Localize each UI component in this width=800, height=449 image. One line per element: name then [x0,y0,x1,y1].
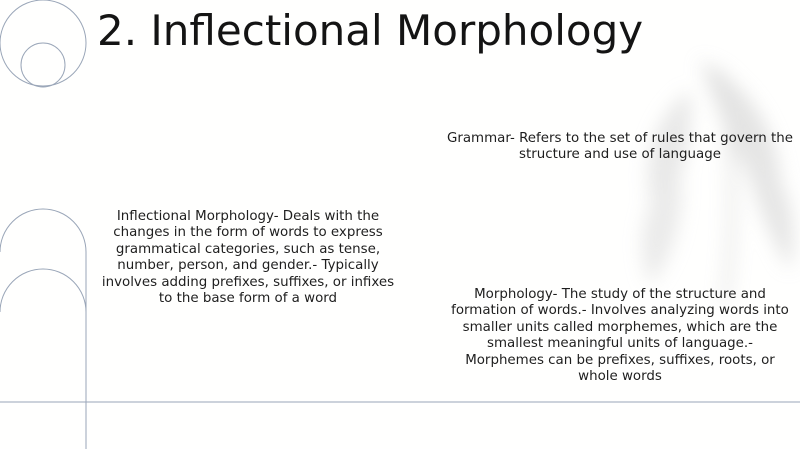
arch-ornament [0,209,86,402]
guide-lines [0,402,800,449]
slide-title: 2. Inflectional Morphology [97,6,644,55]
grammar-text-block: Grammar- Refers to the set of rules that govern the structure and use of language [446,131,794,163]
morphology-text-block: Morphology- The study of the structure and formation of words.- Involves analyzing words into smaller units called morphemes, which are the smallest meaningful units of language.- Morphemes can be prefixes, suffixes, roots, or whole words [451,287,789,385]
inflectional-morphology-text-block: Inflectional Morphology- Deals with the changes in the form of words to express grammatical categories, such as tense, number, person, and gender.- Typically involves adding prefixes, suffixes, or infixes to the base form of a word [101,209,395,307]
leaf-shadow-graphic [642,60,793,300]
circle-ornament [0,0,86,87]
